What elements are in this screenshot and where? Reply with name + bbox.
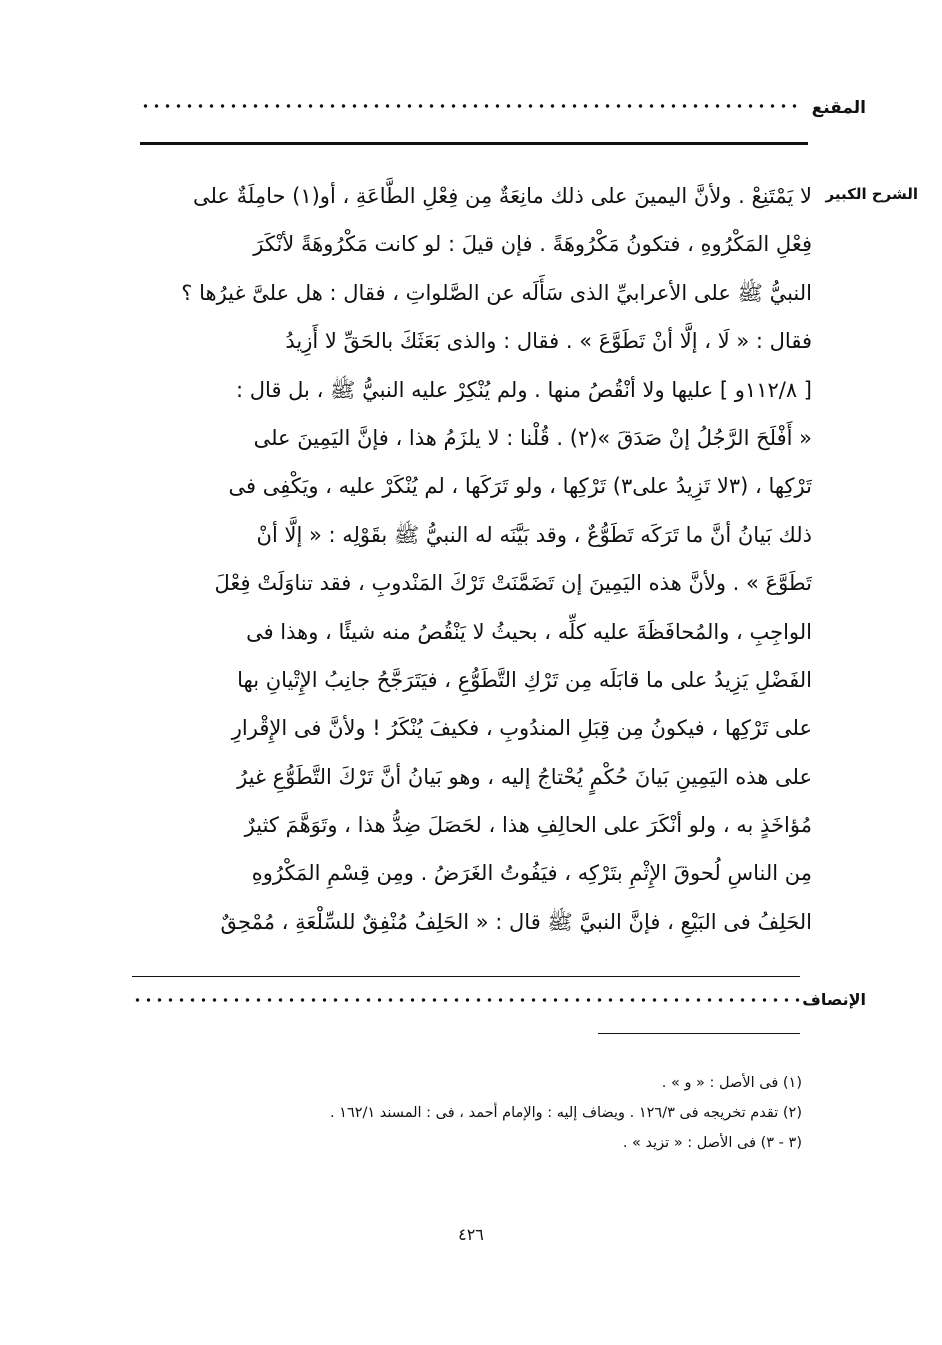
footnotes-block [162, 1068, 802, 1158]
text-line: ذلك بَيانُ أنَّ ما تَرَكَه تَطَوُّعٌ ، وقد بَيَّنَه له النبيُّ ﷺ بقَوْلِه : « إلَّا أنْ [256, 522, 812, 547]
footnote: (١) فى الأصل : « و » . [661, 1075, 802, 1091]
text-line: مُؤاخَذٍ به ، ولو أنْكَرَ على الحالِفِ هذا ، لحَصَلَ ضِدُّ هذا ، وتَوَهَّمَ كثيرٌ [244, 813, 812, 838]
text-line: الفَضْلِ يَزِيدُ على ما قابَلَه مِن تَرْكِ التَّطَوُّعِ ، فيَتَرَجَّحُ جانِبُ الإِتْيانِ بها [237, 667, 812, 692]
text-line: فِعْلِ المَكْرُوهِ ، فتكونُ مَكْرُوهَةً . فإن قيلَ : لو كانت مَكْرُوهَةً لأنْكَرَ [253, 232, 812, 257]
main-text-bottom-rule [132, 976, 800, 977]
header-rule [140, 142, 808, 145]
text-line: فقال : « لَا ، إلَّا أنْ تَطَوَّعَ » . فقال : والذى بَعَثَكَ بالحَقِّ لا أَزِيدُ [285, 329, 812, 354]
footnote-rule [598, 1033, 800, 1034]
text-line: [ ١١٢/٨و ] عليها ولا أنْقُصُ منها . ولم يُنْكِرْ عليه النبيُّ ﷺ ، بل قال : [236, 377, 812, 402]
text-line: لا يَمْتَنِعْ . ولأنَّ اليمينَ على ذلك مانِعَةٌ مِن فِعْلِ الطَّاعَةِ ، أو(١) حامِلَةٌ على [192, 184, 812, 208]
dotted-separator-bottom [132, 997, 800, 1003]
text-line: « أَفْلَحَ الرَّجُلُ إنْ صَدَقَ »(٢) . قُلْنا : لا يلزَمُ هذا ، فإنَّ اليَمِينَ على [253, 425, 812, 450]
margin-label-sharh: الشرح الكبير [825, 185, 918, 203]
text-line: تَطَوَّعَ » . ولأنَّ هذه اليَمِينَ إن تَضَمَّنَتْ تَرْكَ المَنْدوبِ ، فقد تناوَلَتْ فِعْلَ [214, 571, 812, 596]
text-line: الحَلِفُ فى البَيْعِ ، فإنَّ النبيَّ ﷺ قال : « الحَلِفُ مُنْفِقٌ للسِّلْعَةِ ، مُمْحِقٌ [220, 909, 812, 934]
text-line: الواجِبِ ، والمُحافَظَةَ عليه كلِّه ، بحيثُ لا يَنْقُصُ منه شيئًا ، وهذا فى [246, 619, 812, 644]
margin-label-insaf: الإنصاف [802, 990, 866, 1009]
page-number: ٤٢٦ [458, 1225, 484, 1244]
text-line: النبيُّ ﷺ على الأعرابيِّ الذى سَأَلَه عن الصَّلواتِ ، فقال : هل علىَّ غيرُها ؟ [181, 280, 812, 305]
footnote: (٣ - ٣) فى الأصل : « تزيد » . [622, 1135, 802, 1151]
text-line: على هذه اليَمِينِ بَيانَ حُكْمٍ يُحْتاجُ إليه ، وهو بَيانُ أنَّ تَرْكَ التَّطَوُّعِ غيرُ [237, 764, 812, 789]
text-line: على تَرْكِها ، فيكونُ مِن قِبَلِ المندُوبِ ، فكيفَ يُنْكَرُ ! ولأنَّ فى الإِقْرارِ [231, 716, 812, 741]
text-line: تَرْكِها ، (٣لا تَزِيدُ على٣) تَرْكِها ، ولو تَرَكَها ، لم يُنْكَرْ عليه ، ويَكْفِى فى [228, 474, 812, 499]
footnote: (٢) تقدم تخريجه فى ١٢٦/٣ . ويضاف إليه : والإمام أحمد ، فى : المسند ١٦٢/١ . [329, 1105, 802, 1121]
main-text-block [132, 172, 812, 946]
text-line: مِن الناسِ لُحوقَ الإِثْمِ بتَرْكِه ، فيَفُوتُ الغَرَضُ . ومِن قِسْمِ المَكْرُوهِ [251, 861, 812, 886]
dotted-separator-top [140, 103, 800, 109]
running-title: المقنع [811, 98, 866, 118]
